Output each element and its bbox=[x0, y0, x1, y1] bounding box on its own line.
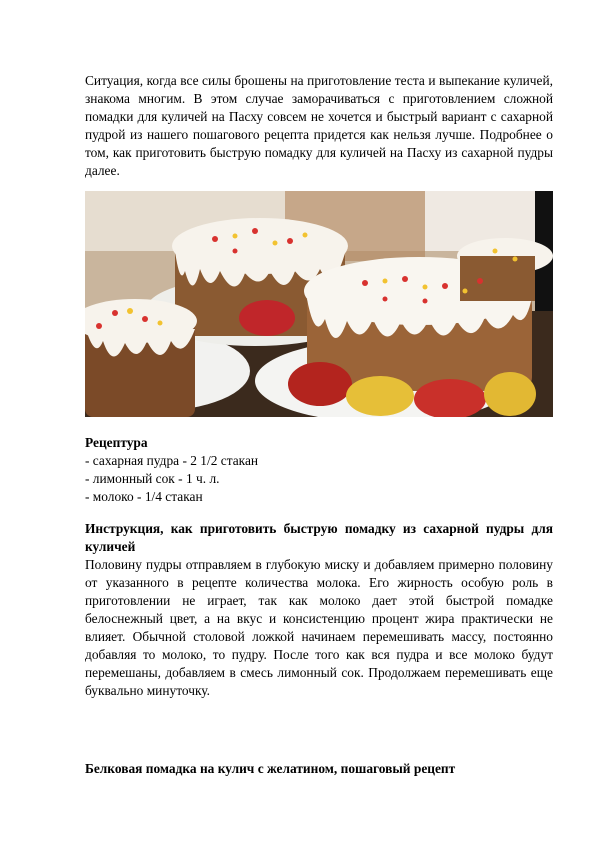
intro-paragraph: Ситуация, когда все силы брошены на приготовление теста и выпекание куличей, знакома многим. В этом случае заморачиваться с приготовлением сложной помадки для куличей на Пасху совсем не хочется и быстрый вариант с сахарной пудрой из нашего пошагового рецепта придется как нельзя лучше. Подробнее о том, как приготовить быструю помадку для куличей на Пасху из сахарной пудры далее. bbox=[85, 73, 553, 178]
instruction-heading: Инструкция, как приготовить быструю помадку из сахарной пудры для куличей bbox=[85, 521, 553, 554]
recipe-heading: Рецептура bbox=[85, 435, 148, 450]
instruction-paragraph: Половину пудры отправляем в глубокую миску и добавляем примерно половину от указанного в рецепте количества молока. Его жирность особую роль в приготовлении не играет, так как молоко дает этой быстрой помадке белоснежный цвет, а на вкус и консистенцию процент жира практически не влияет. Обычной столовой ложкой начинаем перемешивать массу, постоянно добавляя то молоко, то пудру. После того как вся пудра и все молоко будут перемешаны, добавляем в смесь лимонный сок. Продолжаем перемешивать еще буквально минуточку. bbox=[85, 557, 553, 698]
section2-heading: Белковая помадка на кулич с желатином, пошаговый рецепт bbox=[85, 761, 456, 776]
easter-cakes-illustration bbox=[85, 191, 553, 417]
ingredient-item: - сахарная пудра - 2 1/2 стакан bbox=[85, 453, 259, 468]
ingredient-item: - молоко - 1/4 стакан bbox=[85, 489, 203, 504]
easter-cakes-photo bbox=[85, 191, 553, 417]
ingredient-item: - лимонный сок - 1 ч. л. bbox=[85, 471, 220, 486]
ingredient-list bbox=[85, 452, 553, 506]
